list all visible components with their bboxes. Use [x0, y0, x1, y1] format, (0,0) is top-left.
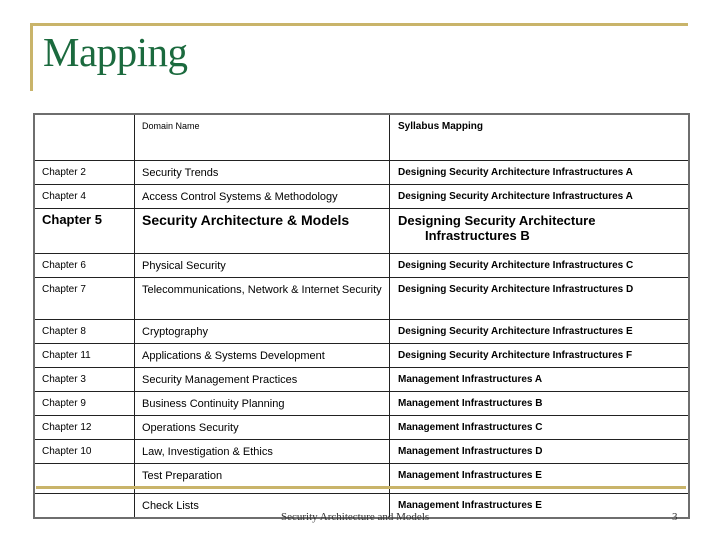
table-row — [34, 392, 689, 416]
header-syllabus-mapping: Syllabus Mapping — [390, 114, 690, 161]
chapter-cell: Chapter 7 — [34, 278, 135, 320]
chapter-cell: Chapter 6 — [34, 254, 135, 278]
domain-cell: Test Preparation — [135, 464, 390, 494]
footer-accent-rule — [36, 486, 686, 489]
mapping-cell: Management Infrastructures D — [390, 440, 690, 464]
mapping-line-1: Designing Security Architecture — [398, 213, 596, 228]
chapter-cell: Chapter 4 — [34, 185, 135, 209]
title-accent-rule-left — [30, 23, 33, 91]
domain-cell: Security Trends — [135, 161, 390, 185]
mapping-cell: Management Infrastructures E — [390, 464, 690, 494]
domain-cell: Access Control Systems & Methodology — [135, 185, 390, 209]
mapping-cell: Designing Security Architecture Infrastructures D — [390, 278, 690, 320]
table-row — [34, 368, 689, 392]
chapter-cell: Chapter 10 — [34, 440, 135, 464]
chapter-cell: Chapter 2 — [34, 161, 135, 185]
domain-cell: Operations Security — [135, 416, 390, 440]
domain-cell: Telecommunications, Network & Internet Security — [135, 278, 390, 320]
table-row — [34, 161, 689, 185]
mapping-line-2: Infrastructures B — [425, 228, 530, 243]
chapter-cell: Chapter 12 — [34, 416, 135, 440]
chapter-cell — [34, 494, 135, 519]
domain-cell: Security Management Practices — [135, 368, 390, 392]
chapter-cell: Chapter 11 — [34, 344, 135, 368]
mapping-cell: Management Infrastructures A — [390, 368, 690, 392]
mapping-table — [33, 113, 690, 519]
mapping-cell — [390, 209, 690, 254]
header-chapter — [34, 114, 135, 161]
page-number: 3 — [672, 511, 678, 523]
mapping-cell: Designing Security Architecture Infrastructures C — [390, 254, 690, 278]
mapping-cell: Management Infrastructures E — [390, 494, 690, 519]
table-row — [34, 185, 689, 209]
chapter-cell: Chapter 9 — [34, 392, 135, 416]
chapter-cell: Chapter 8 — [34, 320, 135, 344]
table-row-highlighted — [34, 209, 689, 254]
mapping-cell: Designing Security Architecture Infrastructures A — [390, 185, 690, 209]
table-row — [34, 440, 689, 464]
table-row — [34, 254, 689, 278]
mapping-cell: Designing Security Architecture Infrastructures A — [390, 161, 690, 185]
table-row — [34, 416, 689, 440]
mapping-cell: Management Infrastructures C — [390, 416, 690, 440]
table-row — [34, 278, 689, 320]
domain-cell: Check Lists — [135, 494, 390, 519]
domain-cell: Applications & Systems Development — [135, 344, 390, 368]
domain-cell: Cryptography — [135, 320, 390, 344]
mapping-cell: Designing Security Architecture Infrastructures F — [390, 344, 690, 368]
header-domain-name: Domain Name — [135, 114, 390, 161]
slide-title: Mapping — [43, 29, 188, 75]
table-row — [34, 344, 689, 368]
mapping-cell: Designing Security Architecture Infrastructures E — [390, 320, 690, 344]
domain-cell: Physical Security — [135, 254, 390, 278]
slide-footer: Security Architecture and Models — [281, 511, 430, 523]
domain-cell: Security Architecture & Models — [135, 209, 390, 254]
domain-cell: Business Continuity Planning — [135, 392, 390, 416]
chapter-cell: Chapter 5 — [34, 209, 135, 254]
table-row — [34, 320, 689, 344]
title-accent-rule-top — [30, 23, 688, 26]
domain-cell: Law, Investigation & Ethics — [135, 440, 390, 464]
chapter-cell — [34, 464, 135, 494]
mapping-cell: Management Infrastructures B — [390, 392, 690, 416]
table-row — [34, 464, 689, 494]
chapter-cell: Chapter 3 — [34, 368, 135, 392]
table-header-row — [34, 114, 689, 161]
